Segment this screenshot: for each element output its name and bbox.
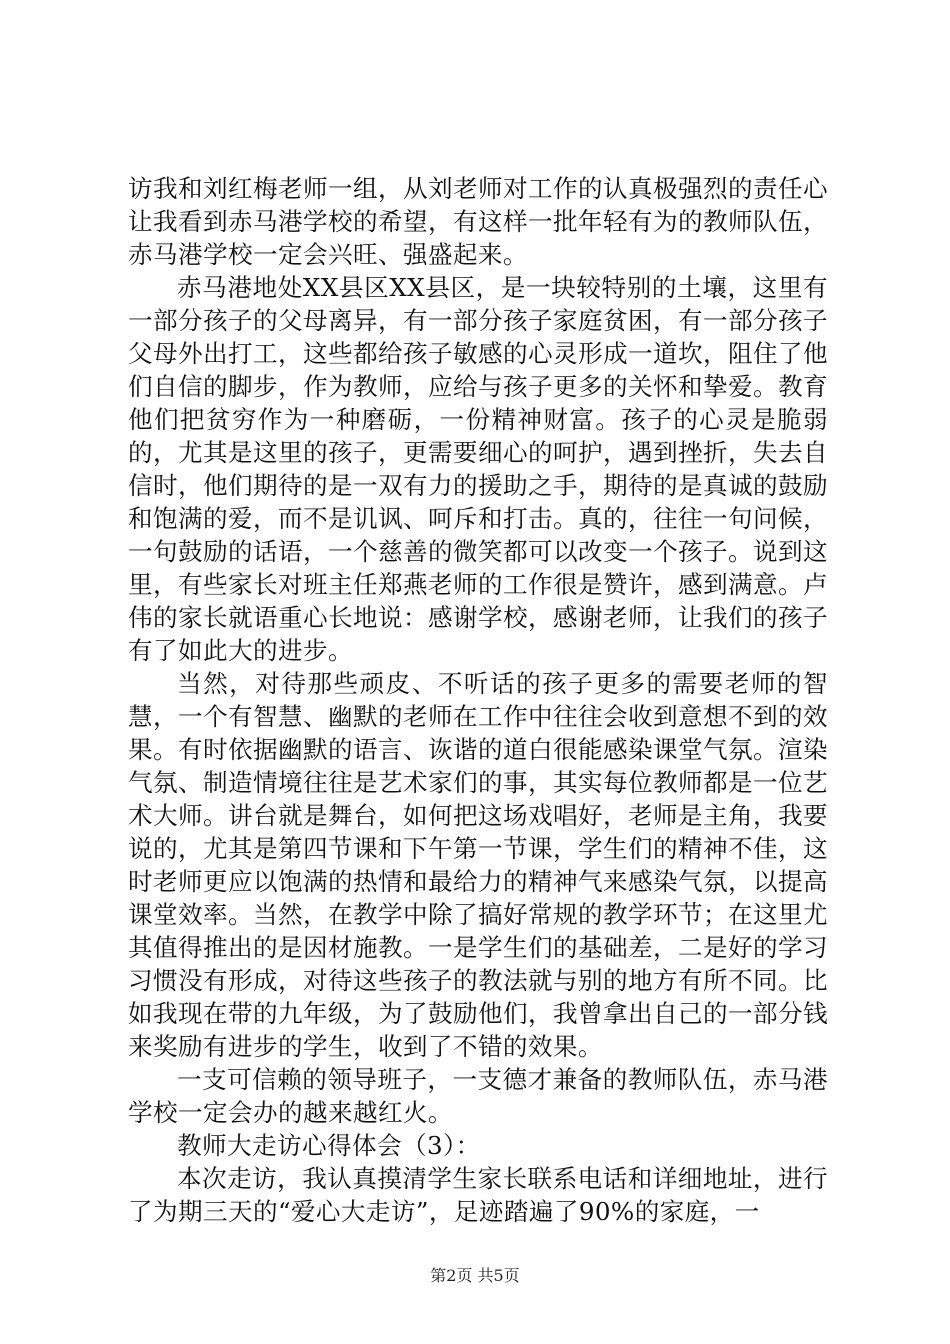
page-number-footer: 第2页 共5页 xyxy=(430,1266,520,1285)
paragraph-3: 当然，对待那些顽皮、不听话的孩子更多的需要老师的智慧，一个有智慧、幽默的老师在工作中往往会收到意想不到的效果。有时依据幽默的语言、诙谐的道白很能感染课堂气氛。渲染气氛、制造情境往往是艺术家们的事，其实每位教师都是一位艺术大师。讲台就是舞台，如何把这场戏唱好，老师是主角，我要说的，尤其是第四节课和下午第一节课，学生们的精神不佳，这时老师更应以饱满的热情和最给力的精神气来感染气氛，以提高课堂效率。当然，在教学中除了搞好常规的教学环节；在这里尤其值得推出的是因材施教。一是学生们的基础差，二是好的学习习惯没有形成，对待这些孩子的教法就与别的地方有所不同。比如我现在带的九年级，为了鼓励他们，我曾拿出自己的一部分钱来奖励有进步的学生，收到了不错的效果。 xyxy=(128,669,828,1061)
paragraph-5: 本次走访，我认真摸清学生家长联系电话和详细地址，进行了为期三天的“爱心大走访”，足迹踏遍了90%的家庭，一 xyxy=(128,1164,828,1226)
paragraph-1: 访我和刘红梅老师一组，从刘老师对工作的认真极强烈的责任心让我看到赤马港学校的希望，有这样一批年轻有为的教师队伍，赤马港学校一定会兴旺、强盛起来。 xyxy=(128,174,828,269)
paragraph-2: 赤马港地处XX县区XX县区，是一块较特别的土壤，这里有一部分孩子的父母离异，有一部分孩子家庭贫困，有一部分孩子父母外出打工，这些都给孩子敏感的心灵形成一道坎，阻住了他们自信的脚步，作为教师，应给与孩子更多的关怀和挚爱。教育他们把贫穷作为一种磨砺，一份精神财富。孩子的心灵是脆弱的，尤其是这里的孩子，更需要细心的呵护，遇到挫折，失去自信时，他们期待的是一双有力的援助之手，期待的是真诚的鼓励和饱满的爱，而不是讥讽、呵斥和打击。真的，往往一句问候，一句鼓励的话语，一个慈善的微笑都可以改变一个孩子。说到这里，有些家长对班主任郑燕老师的工作很是赞许，感到满意。卢伟的家长就语重心长地说：感谢学校，感谢老师，让我们的孩子有了如此大的进步。 xyxy=(128,273,828,665)
section-heading: 教师大走访心得体会（3）： xyxy=(177,1131,481,1160)
document-body xyxy=(128,172,828,1228)
paragraph-4: 一支可信赖的领导班子，一支德才兼备的教师队伍，赤马港学校一定会办的越来越红火。 xyxy=(128,1065,828,1127)
